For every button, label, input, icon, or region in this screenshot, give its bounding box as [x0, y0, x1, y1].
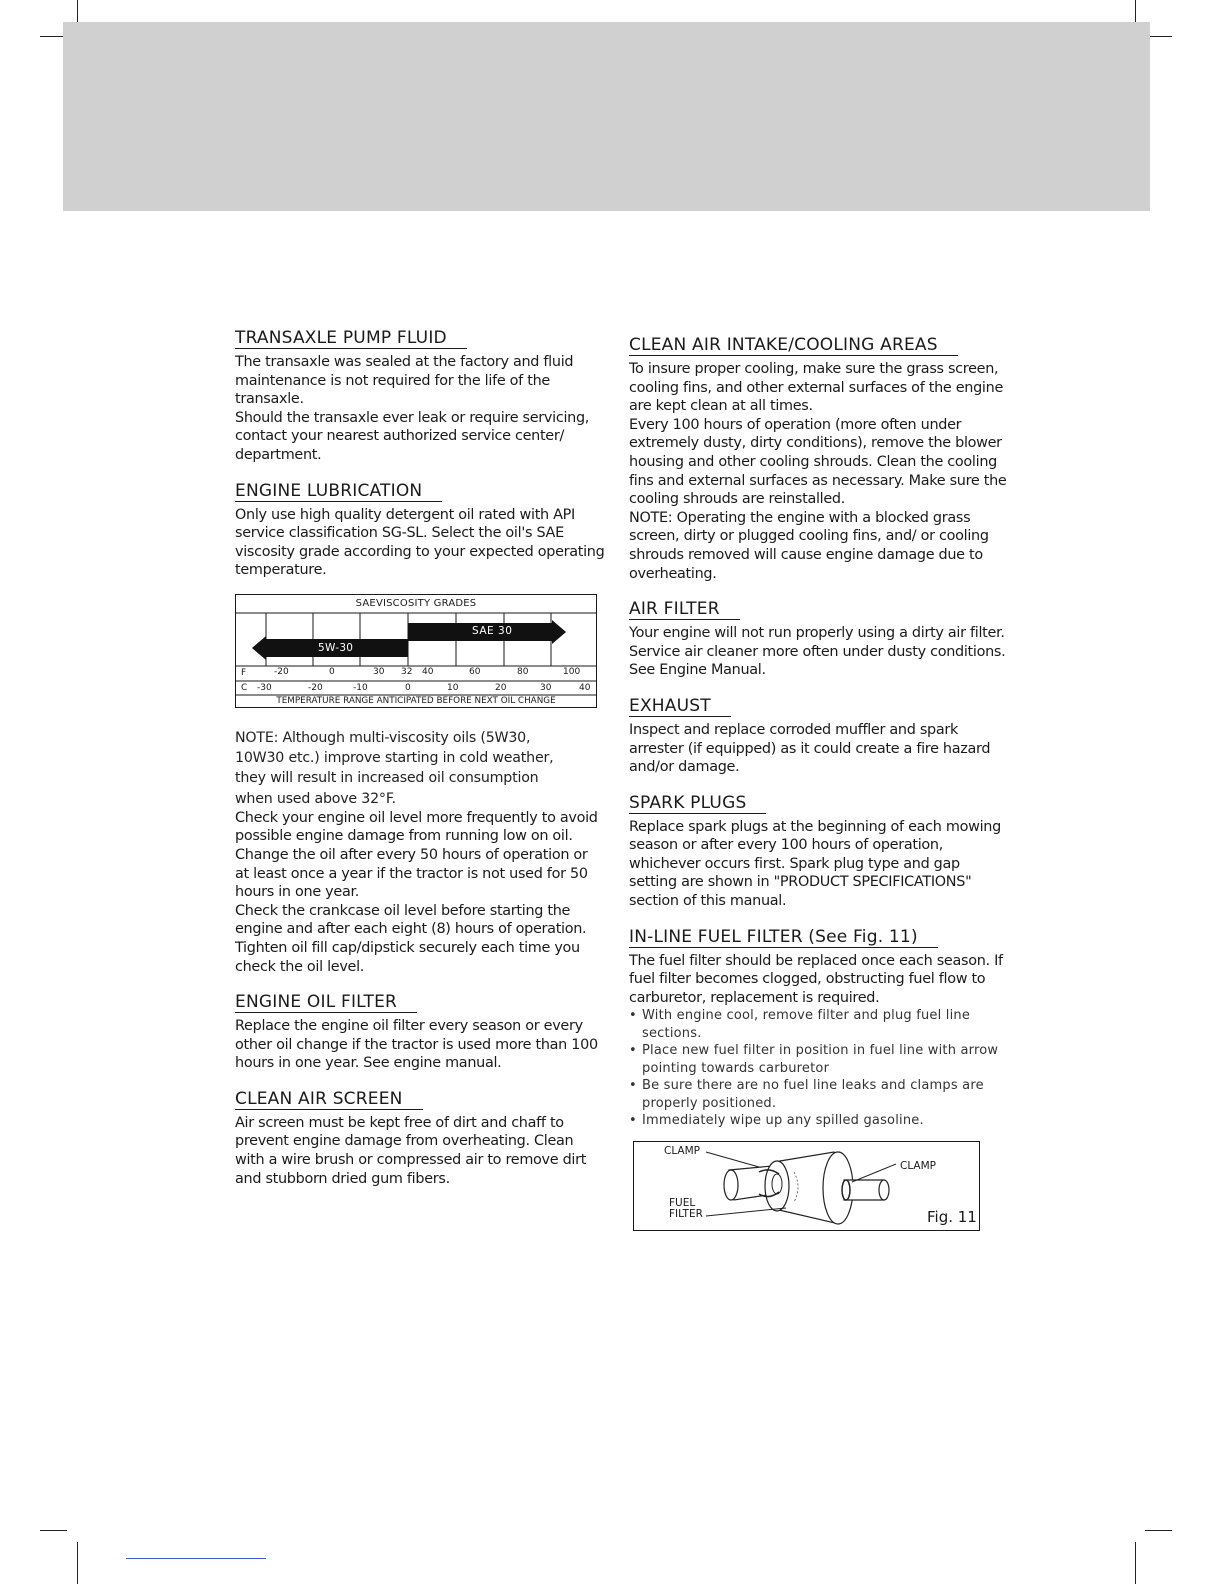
f-label: F: [241, 667, 247, 678]
crop-mark: [40, 1530, 67, 1531]
filter-label: FILTER: [669, 1208, 703, 1220]
list-item: • Place new fuel filter in position in fuel line with arrow pointing towards carburetor: [629, 1042, 1009, 1077]
left-column: [235, 328, 605, 1204]
f-tick: 100: [563, 666, 581, 677]
section-spark-plugs: [629, 793, 1009, 911]
f-tick: 60: [469, 666, 481, 677]
f-tick: 80: [517, 666, 529, 677]
section-fuel-filter: [629, 927, 1009, 1130]
section-air-screen: [235, 1089, 605, 1188]
crop-mark: [1135, 1542, 1136, 1584]
section-title: IN-LINE FUEL FILTER (See Fig. 11): [629, 927, 938, 948]
section-body: Your engine will not run properly using a dirty air filter. Service air cleaner more often under dusty conditions. See Engine Manual.: [629, 625, 1006, 679]
c-tick: 30: [540, 682, 552, 693]
footer-rule: [126, 1558, 266, 1559]
crop-mark: [77, 1542, 78, 1584]
c-tick: 0: [405, 682, 411, 693]
sae-viscosity-chart: [235, 594, 597, 708]
crop-mark: [1145, 1530, 1172, 1531]
label-5w30: 5W-30: [318, 641, 354, 654]
sae-chart-footer: TEMPERATURE RANGE ANTICIPATED BEFORE NEXT OIL CHANGE: [276, 695, 556, 706]
list-item: • With engine cool, remove filter and plug fuel line sections.: [629, 1007, 1009, 1042]
section-transaxle: [235, 328, 605, 465]
section-title: SPARK PLUGS: [629, 793, 766, 814]
section-body: Air screen must be kept free of dirt and chaff to prevent engine damage from overheating. Clean with a wire brush or compressed air to remove dirt and stubborn dried gum fibers.: [235, 1114, 587, 1187]
section-body: The fuel filter should be replaced once each season. If fuel filter becomes clogged, obstructing fuel flow to carburetor, replacement is required.: [629, 952, 1003, 1006]
figure-caption: Fig. 11: [927, 1208, 977, 1226]
section-title: CLEAN AIR INTAKE/COOLING AREAS: [629, 335, 958, 356]
right-column: [629, 335, 1009, 1146]
f-tick: -20: [274, 666, 289, 677]
f-tick: 40: [422, 666, 434, 677]
f-tick: 30: [373, 666, 385, 677]
section-title: AIR FILTER: [629, 599, 740, 620]
f-tick: 0: [329, 666, 335, 677]
header-band: [63, 22, 1150, 211]
section-title: CLEAN AIR SCREEN: [235, 1089, 423, 1110]
section-oil-filter: [235, 992, 605, 1073]
c-tick: 40: [579, 682, 591, 693]
c-label: C: [241, 682, 248, 693]
c-tick: 20: [495, 682, 507, 693]
oil-note: NOTE: Although multi-viscosity oils (5W30, 10W30 etc.) improve starting in cold weather, they will result in increased oil consumption when used above 32°F.: [235, 729, 554, 807]
section-title: ENGINE LUBRICATION: [235, 481, 442, 502]
clamp-left-label: CLAMP: [664, 1145, 700, 1157]
section-engine-lubrication: [235, 481, 605, 580]
section-cooling: [629, 335, 1009, 583]
c-tick: -20: [308, 682, 323, 693]
fuel-filter-steps: [629, 1007, 1009, 1130]
list-item: • Immediately wipe up any spilled gasoline.: [629, 1112, 1009, 1130]
list-item: • Be sure there are no fuel line leaks and clamps are properly positioned.: [629, 1077, 1009, 1112]
fuel-label: FUEL: [669, 1197, 696, 1209]
section-body: The transaxle was sealed at the factory and fluid maintenance is not required for the life of the transaxle. Should the transaxle ever leak or require servicing, contact your nearest authorized service center/ department.: [235, 354, 590, 463]
section-body: Only use high quality detergent oil rated with API service classification SG-SL. Select the oil's SAE viscosity grade according to your expected operating temperature.: [235, 506, 605, 579]
section-title: EXHAUST: [629, 696, 731, 717]
figure-fuel-filter: [633, 1141, 980, 1231]
section-body: Inspect and replace corroded muffler and spark arrester (if equipped) as it could create a fire hazard and/or damage.: [629, 721, 991, 776]
clamp-right-label: CLAMP: [900, 1160, 936, 1172]
oil-check-body: Check your engine oil level more frequently to avoid possible engine damage from running low on oil. Change the oil after every 50 hours of operation or at least once a year if the tractor is not used for 50 hours in one year. Check the crankcase oil level before starting the engine and after each eight (8) hours of operation. Tighten oil fill cap/dipstick securely each time you check the oil level.: [235, 809, 598, 975]
section-body: To insure proper cooling, make sure the grass screen, cooling fins, and other external surfaces of the engine are kept clean at all times. Every 100 hours of operation (more often under extremely dusty, dirty conditions), remove the blower housing and other cooling shrouds. Clean the cooling fins and external surfaces as necessary. Make sure the cooling shrouds are reinstalled. NOTE: Operating the engine with a blocked grass screen, dirty or plugged cooling fins, and/ or cooling shrouds removed will cause engine damage due to overheating.: [629, 361, 1007, 582]
sae-chart-title: SAEVISCOSITY GRADES: [355, 597, 477, 609]
section-exhaust: [629, 696, 1009, 777]
c-tick: 10: [447, 682, 459, 693]
label-sae30: SAE 30: [472, 624, 513, 637]
section-title: ENGINE OIL FILTER: [235, 992, 417, 1013]
section-body: Replace the engine oil filter every season or every other oil change if the tractor is used more than 100 hours in one year. See engine manual.: [235, 1018, 598, 1072]
c-tick: -10: [353, 682, 368, 693]
c-tick: -30: [257, 682, 272, 693]
section-air-filter: [629, 599, 1009, 680]
section-body: Replace spark plugs at the beginning of each mowing season or after every 100 hours of operation, whichever occurs first. Spark plug type and gap setting are shown in "PRODUCT SPECIFICATIONS" section of this manual.: [629, 818, 1001, 910]
section-title: TRANSAXLE PUMP FLUID: [235, 328, 467, 349]
f-tick: 32: [401, 666, 413, 677]
